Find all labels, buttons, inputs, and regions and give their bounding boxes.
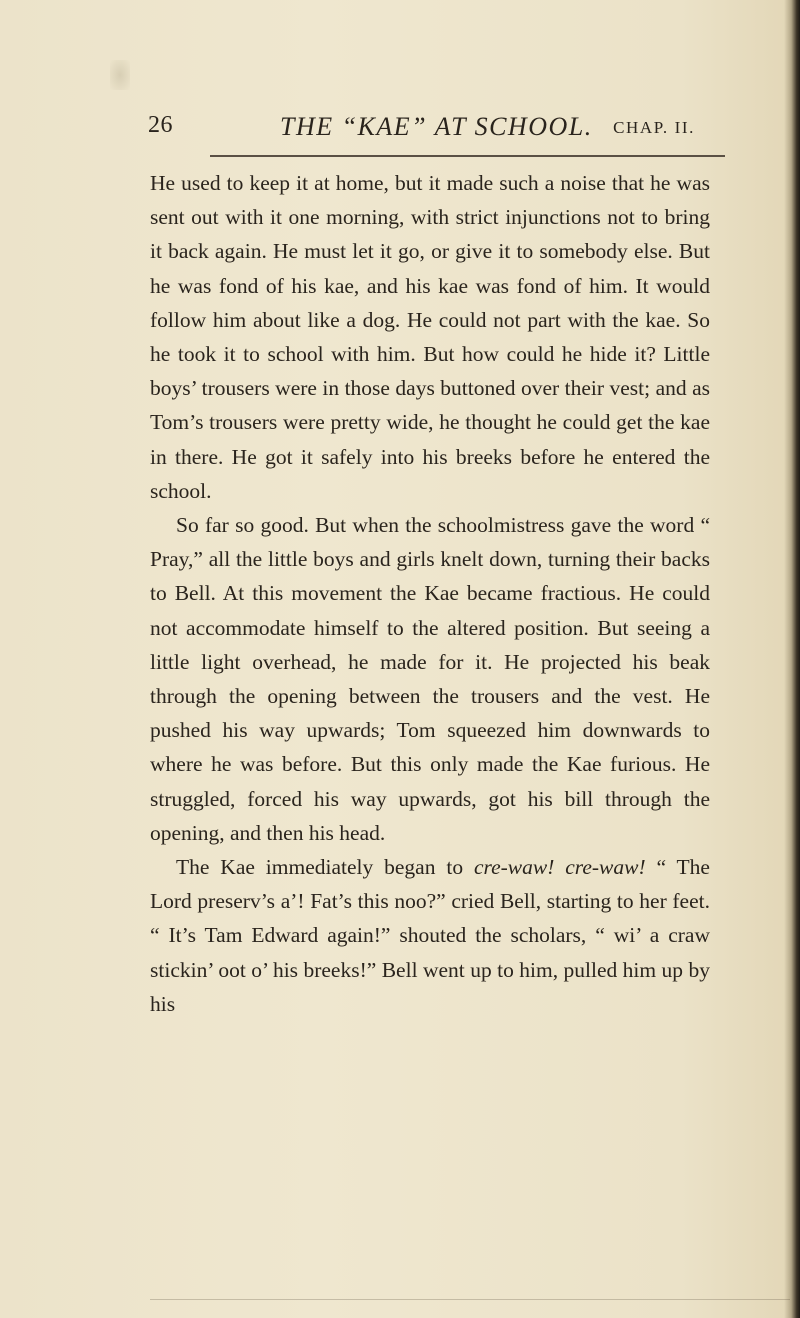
body-text bbox=[150, 166, 710, 1021]
page-number: 26 bbox=[148, 112, 173, 138]
paragraph-3-italic: cre-waw! cre-waw! bbox=[473, 855, 646, 880]
running-title: THE “KAE” AT SCHOOL. bbox=[280, 112, 593, 141]
header-rule bbox=[210, 155, 725, 157]
book-edge-shadow bbox=[784, 0, 800, 1318]
paragraph-3-end: “ The Lord preserv’s a’! Fat’s this noo?” cried Bell, starting to her feet. “ It’s Tam Edward again!” shouted the scholars, “ wi’ a craw stickin’ oot o’ his breeks!” Bell went up to him, pulled him up by his bbox=[150, 855, 710, 1016]
page-header bbox=[148, 112, 723, 154]
paragraph-3-start: The Kae immediately began to bbox=[176, 855, 474, 880]
paragraph-2: So far so good. But when the schoolmistress gave the word “ Pray,” all the little boys and girls knelt down, turning their backs to Bell. At this movement the Kae became fractious. He could not accommodate himself to the altered position. But seeing a little light overhead, he made for it. He projected his beak through the opening between the trousers and the vest. He pushed his way upwards; Tom squeezed him downwards to where he was before. But this only made the Kae furious. He struggled, forced his way upwards, got his bill through the opening, and then his head. bbox=[150, 513, 710, 845]
paper-stain bbox=[110, 60, 130, 90]
paragraph-1: He used to keep it at home, but it made such a noise that he was sent out with it one morning, with strict injunctions not to bring it back again. He must let it go, or give it to somebody else. But he was fond of his kae, and his kae was fond of him. It would follow him about like a dog. He could not part with the kae. So he took it to school with him. But how could he hide it? Little boys’ trousers were in those days buttoned over their vest; and as Tom’s trousers were pretty wide, he thought he could get the kae in there. He got it safely into his breeks before he entered the school. bbox=[150, 171, 710, 503]
paragraph-3 bbox=[150, 850, 710, 1021]
page-bottom-edge bbox=[150, 1299, 790, 1300]
chapter-label: CHAP. II. bbox=[613, 118, 695, 137]
